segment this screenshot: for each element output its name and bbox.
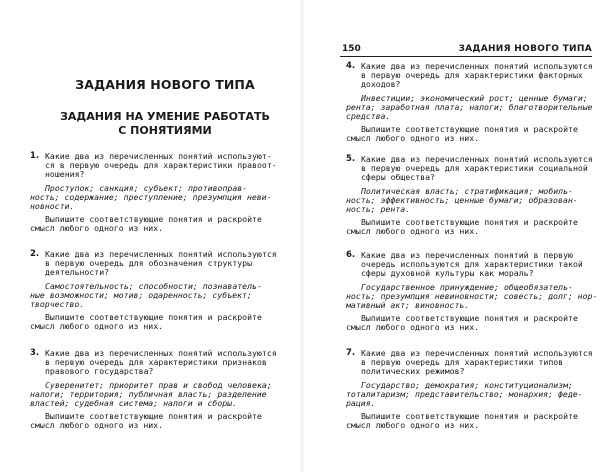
task-number: 3. (30, 348, 40, 358)
question-line: очередь используются для характеристики такой (361, 259, 583, 270)
terms-line: ность; эффективность; ценные бумаги; образован- (346, 194, 578, 205)
subtitle-line: ЗАДАНИЯ НА УМЕНИЕ РАБОТАТЬ (60, 110, 270, 123)
task-6 (346, 251, 597, 333)
terms-line: налоги; территория; публичная власть; разделение (30, 388, 267, 399)
task-number: 4. (346, 61, 356, 71)
instruction-line: смысл любого одного из них. (346, 420, 480, 431)
terms-line: мативный акт; виновность. (346, 300, 470, 311)
instruction-line: смысл любого одного из них. (30, 420, 164, 431)
task-7 (346, 349, 593, 431)
terms-line: Суверенитет; приоритет прав и свобод человека; (45, 379, 272, 390)
question-line: в первую очередь для характеристики факторных (361, 70, 583, 81)
question-line: Какие два из перечисленных понятий используются (361, 61, 593, 71)
terms-line: ные возможности; мотив; одаренность; субъект; (30, 289, 252, 300)
section-subtitle (30, 110, 300, 138)
instruction-line: смысл любого одного из них. (346, 322, 480, 333)
question-line: сферы общества? (361, 172, 435, 183)
subtitle-line: С ПОНЯТИЯМИ (118, 124, 212, 137)
terms-line: Государственное принуждение; общеобязатель- (361, 281, 573, 292)
question-line: политических режимов? (361, 366, 465, 377)
question-line: Какие два из перечисленных понятий используются (361, 348, 593, 358)
instruction-line: Выпишите соответствующие понятия и раскройте (45, 312, 262, 323)
question-line: деятельности? (45, 267, 110, 278)
instruction-line: Выпишите соответствующие понятия и раскройте (45, 411, 262, 422)
terms-line: тоталитаризм; представительство; монархия; феде- (346, 388, 583, 399)
header-rule (340, 56, 592, 57)
question-line: Какие два из перечисленных понятий в первую (361, 250, 573, 260)
terms-line: творчество. (30, 299, 85, 310)
task-number: 1. (30, 151, 40, 161)
task-number: 7. (346, 348, 356, 358)
terms-line: Проступок; санкция; субъект; противоправ- (45, 182, 248, 193)
instruction-line: Выпишите соответствующие понятия и раскройте (45, 214, 262, 225)
instruction-line: Выпишите соответствующие понятия и раскройте (361, 313, 578, 324)
left-page (0, 0, 300, 472)
instruction-line: Выпишите соответствующие понятия и раскройте (361, 217, 578, 228)
running-title: ЗАДАНИЯ НОВОГО ТИПА (458, 44, 592, 54)
question-line: в первую очередь для характеристики признаков (45, 357, 267, 368)
question-line: сферы духовной культуры как мораль? (361, 268, 534, 279)
right-page (304, 0, 608, 472)
question-line: в первую очередь для характеристики социальной (361, 163, 588, 174)
task-4 (346, 62, 593, 144)
terms-line: Государство; демократия; конституционализм; (361, 379, 573, 390)
terms-line: рация. (346, 398, 376, 409)
question-line: ся в первую очередь для характеристики правоот- (45, 160, 277, 171)
terms-line: средства. (346, 111, 391, 122)
terms-line: ность; рента. (346, 204, 411, 215)
task-3 (30, 349, 277, 431)
question-line: Какие два из перечисленных понятий используются (45, 249, 277, 259)
question-line: ношения? (45, 169, 85, 180)
terms-line: Инвестиции; экономический рост; ценные бумаги; (361, 92, 588, 103)
instruction-line: смысл любого одного из них. (346, 133, 480, 144)
task-2 (30, 250, 277, 332)
terms-line: Самостоятельность; способности; познаватель- (45, 280, 262, 291)
instruction-line: смысл любого одного из них. (30, 321, 164, 332)
instruction-line: Выпишите соответствующие понятия и раскройте (361, 411, 578, 422)
terms-line: ность; презумпция невиновности; совесть; долг; нор- (346, 290, 598, 301)
instruction-line: смысл любого одного из них. (346, 226, 480, 237)
question-line: Какие два из перечисленных понятий используют- (45, 151, 272, 161)
task-number: 6. (346, 250, 356, 260)
task-number: 5. (346, 154, 356, 164)
page-title: ЗАДАНИЯ НОВОГО ТИПА (75, 77, 255, 92)
question-line: доходов? (361, 79, 401, 90)
task-number: 2. (30, 249, 40, 259)
terms-line: новности. (30, 201, 75, 212)
instruction-line: смысл любого одного из них. (30, 223, 164, 234)
question-line: в первую очередь для обозначения структуры (45, 258, 253, 269)
instruction-line: Выпишите соответствующие понятия и раскройте (361, 124, 578, 135)
terms-line: рента; заработная плата; налоги; благотворительные (346, 101, 593, 112)
page-number: 150 (342, 44, 361, 54)
question-line: Какие два из перечисленных понятий используются (45, 348, 277, 358)
question-line: правового государства? (45, 366, 154, 377)
question-line: Какие два из перечисленных понятий используются (361, 154, 593, 164)
task-1 (30, 152, 277, 234)
task-5 (346, 155, 593, 237)
terms-line: Политическая власть; стратификация; мобиль- (361, 185, 573, 196)
terms-line: властей; судебная система; налоги и сборы. (30, 398, 238, 409)
terms-line: ность; содержание; преступление; презумпция неви- (30, 191, 272, 202)
question-line: в первую очередь для характеристики типов (361, 357, 564, 368)
